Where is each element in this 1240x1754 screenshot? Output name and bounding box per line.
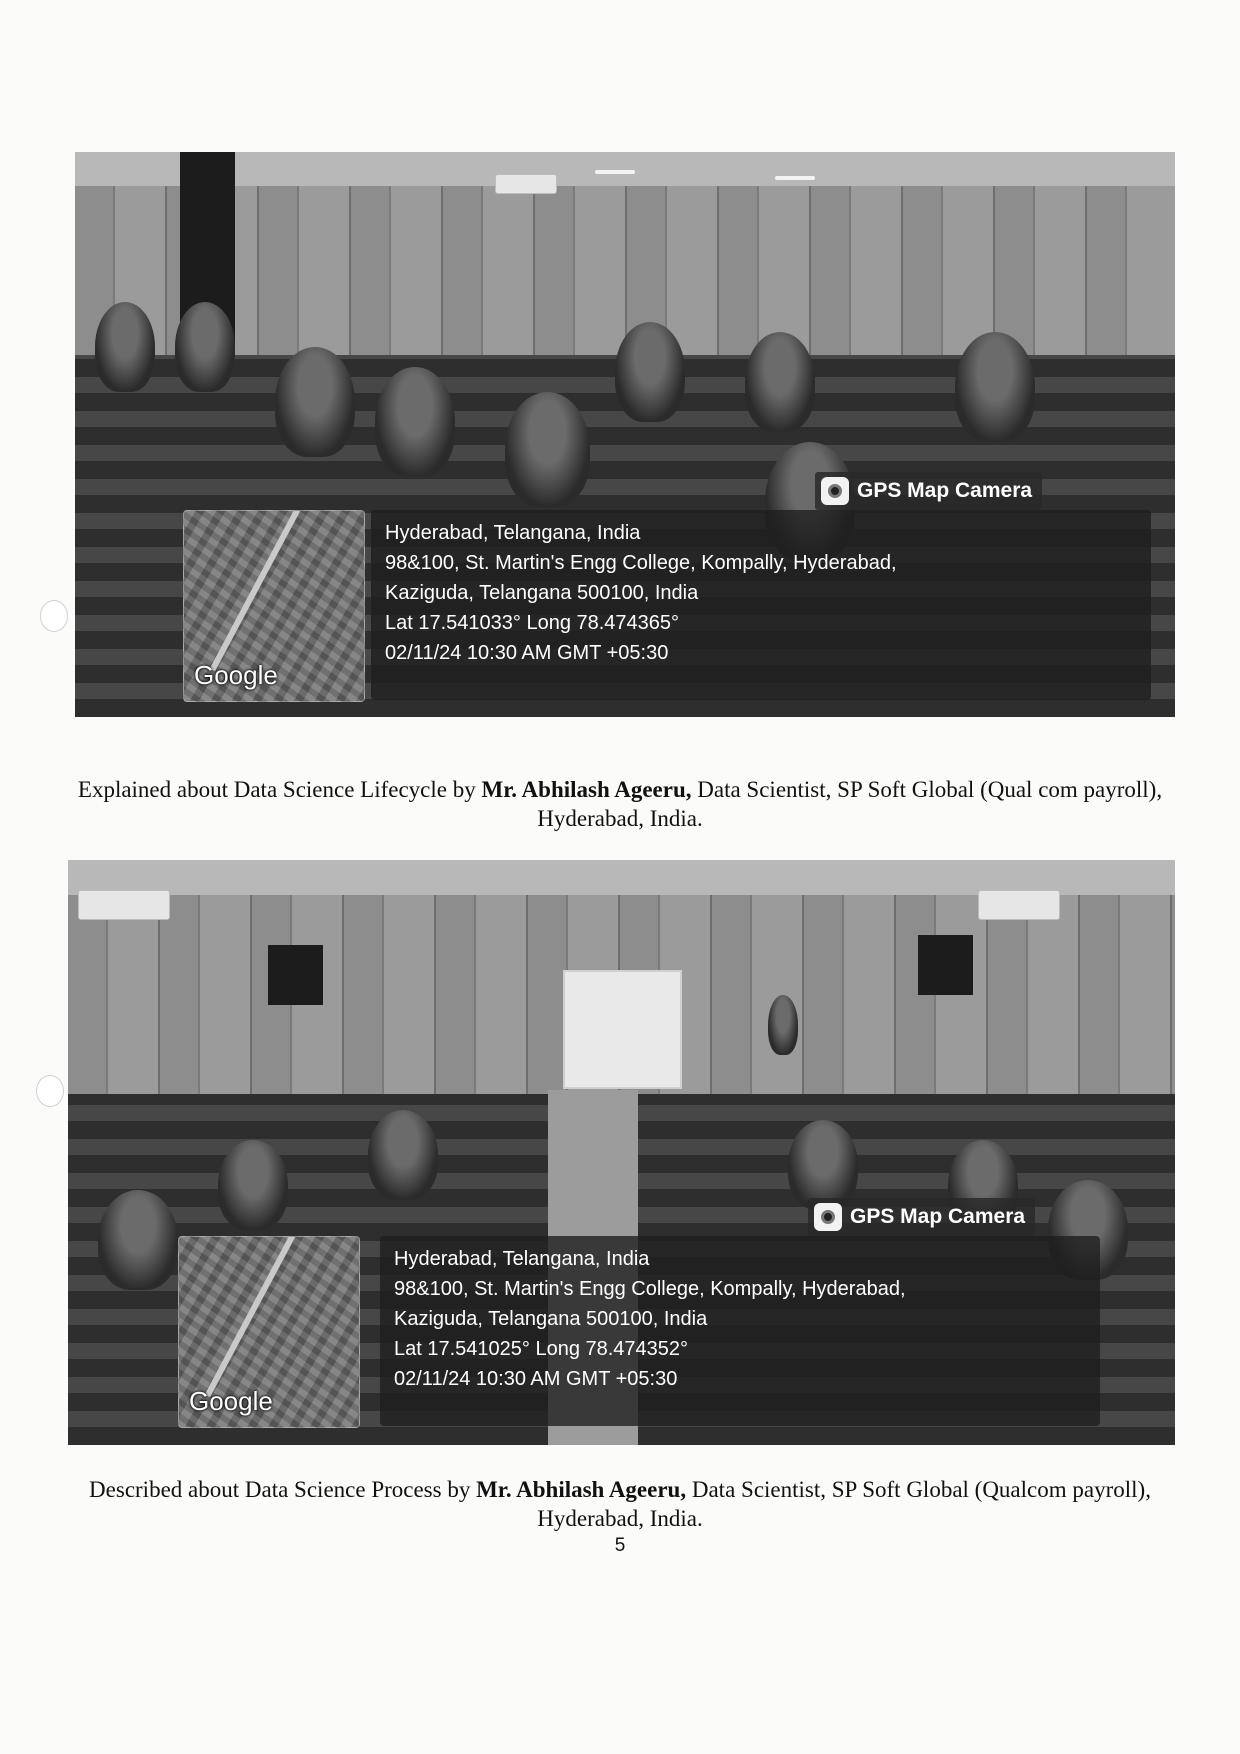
audience-member <box>955 332 1035 442</box>
caption-1-text: Explained about Data Science Lifecycle by <box>77 777 482 802</box>
page-number: 5 <box>614 1535 626 1556</box>
audience-member <box>788 1120 858 1210</box>
location-region: Kaziguda, Telangana 500100, India <box>394 1308 708 1330</box>
photo-lecture-audience-1 <box>75 152 1175 717</box>
tv-screen-right <box>918 935 973 995</box>
location-address: 98&100, St. Martin's Engg College, Kompally, Hyderabad, <box>385 552 897 574</box>
audience-member <box>275 347 355 457</box>
location-city: Hyderabad, Telangana, India <box>394 1248 650 1270</box>
audience-member <box>98 1190 178 1290</box>
air-conditioner <box>978 890 1060 920</box>
google-watermark: Google <box>194 660 278 690</box>
caption-1-details: Data Scientist, SP Soft Global (Qual com payroll), Hyderabad, India. <box>537 777 1163 831</box>
punch-hole-1 <box>40 600 68 632</box>
map-road <box>210 510 304 671</box>
location-coordinates: Lat 17.541025° Long 78.474352° <box>394 1338 689 1360</box>
punch-hole-2 <box>36 1075 64 1107</box>
caption-2-speaker: Mr. Abhilash Ageeru, <box>476 1477 687 1502</box>
audience-member <box>175 302 235 392</box>
map-thumbnail <box>183 510 365 702</box>
audience-member <box>375 367 455 477</box>
badge-label: GPS Map Camera <box>850 1205 1026 1228</box>
caption-1 <box>60 775 1180 833</box>
audience-member <box>95 302 155 392</box>
google-watermark: Google <box>189 1386 273 1416</box>
map-thumbnail <box>178 1236 360 1428</box>
audience-member <box>745 332 815 432</box>
audience-member <box>218 1140 288 1230</box>
photo-ceiling <box>75 152 1175 186</box>
air-conditioner <box>495 174 557 194</box>
audience-member <box>368 1110 438 1200</box>
camera-icon <box>821 477 849 505</box>
air-conditioner <box>78 890 170 920</box>
map-road <box>205 1236 299 1397</box>
caption-2-details: Data Scientist, SP Soft Global (Qualcom payroll), Hyderabad, India. <box>537 1477 1151 1531</box>
location-timestamp: 02/11/24 10:30 AM GMT +05:30 <box>385 642 669 664</box>
location-coordinates: Lat 17.541033° Long 78.474365° <box>385 612 680 634</box>
photo-lecture-audience-2 <box>68 860 1175 1445</box>
caption-2-text: Described about Data Science Process by <box>89 1477 477 1502</box>
audience-member <box>615 322 685 422</box>
camera-icon <box>814 1203 842 1231</box>
caption-1-speaker: Mr. Abhilash Ageeru, <box>481 777 692 802</box>
location-region: Kaziguda, Telangana 500100, India <box>385 582 699 604</box>
location-info-box <box>371 510 1151 700</box>
projector-screen <box>563 970 682 1089</box>
audience-member <box>505 392 590 507</box>
location-address: 98&100, St. Martin's Engg College, Kompally, Hyderabad, <box>394 1278 906 1300</box>
location-city: Hyderabad, Telangana, India <box>385 522 641 544</box>
gps-camera-badge <box>808 1198 1035 1236</box>
speaker-at-podium <box>768 995 798 1055</box>
badge-label: GPS Map Camera <box>857 479 1033 502</box>
tv-screen-left <box>268 945 323 1005</box>
location-timestamp: 02/11/24 10:30 AM GMT +05:30 <box>394 1368 678 1390</box>
caption-2 <box>60 1475 1180 1533</box>
ceiling-light <box>775 176 815 180</box>
location-info-box <box>380 1236 1100 1426</box>
ceiling-light <box>595 170 635 174</box>
gps-camera-badge <box>815 472 1042 510</box>
